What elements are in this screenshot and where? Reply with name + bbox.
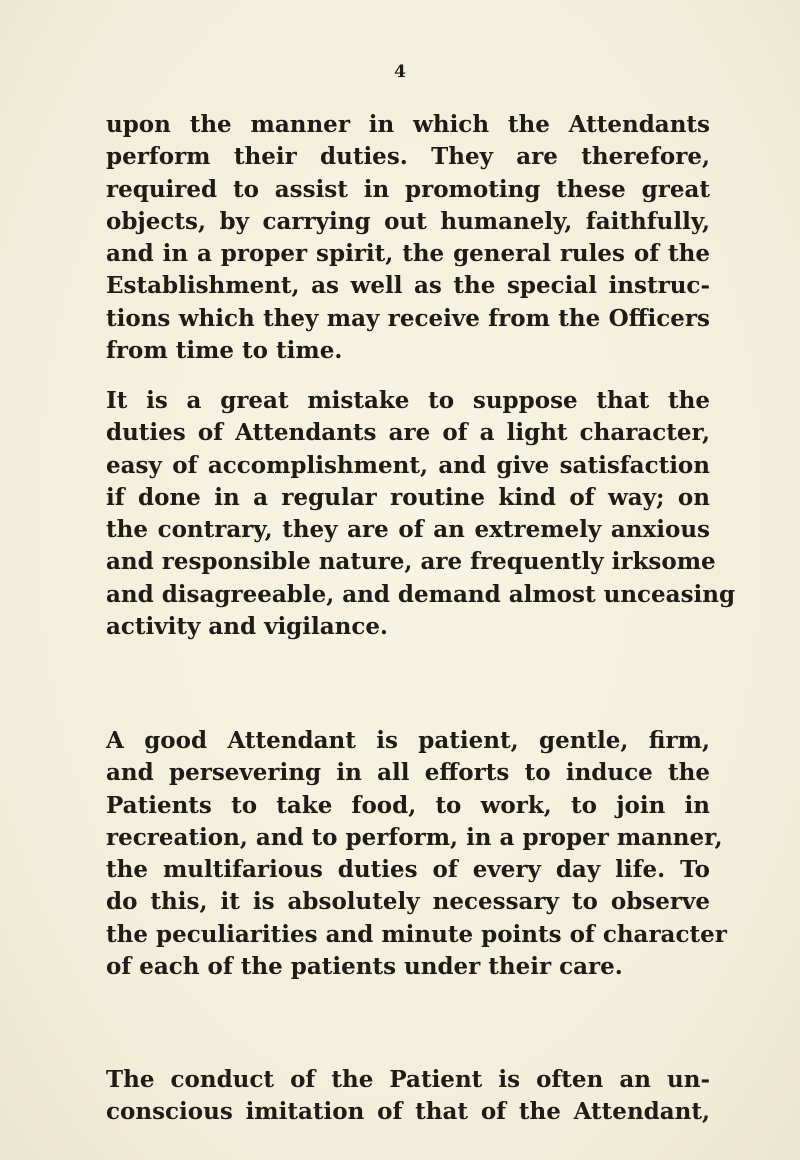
text-line: and in a proper spirit, the general rules of the bbox=[106, 240, 710, 268]
text-line: from time to time. bbox=[106, 337, 343, 365]
paragraph-4 bbox=[106, 1064, 710, 1129]
text-line: duties of Attendants are of a light character, bbox=[106, 419, 710, 447]
text-line: objects, by carrying out humanely, faithfully, bbox=[106, 207, 710, 235]
text-line: activity and vigilance. bbox=[106, 613, 389, 641]
text-line: of each of the patients under their care. bbox=[106, 953, 623, 981]
paragraph-1 bbox=[106, 109, 710, 367]
text-line: if done in a regular routine kind of way; on bbox=[106, 483, 710, 511]
text-line: A good Attendant is patient, gentle, firm, bbox=[106, 727, 710, 754]
text-line: the multifarious duties of every day life. To bbox=[106, 856, 710, 884]
paragraph-2 bbox=[106, 385, 736, 643]
text-line: The conduct of the Patient is often an un- bbox=[106, 1066, 710, 1093]
text-line: Establishment, as well as the special instruc- bbox=[106, 272, 710, 300]
text-line: It is a great mistake to suppose that the bbox=[106, 387, 710, 414]
text-line: easy of accomplishment, and give satisfaction bbox=[106, 451, 710, 479]
text-line: upon the manner in which the Attendants bbox=[106, 111, 710, 138]
text-line: and persevering in all efforts to induce the bbox=[106, 759, 710, 787]
text-line: perform their duties. They are therefore, bbox=[106, 143, 710, 171]
text-line: the contrary, they are of an extremely anxious bbox=[106, 516, 710, 544]
text-line: do this, it is absolutely necessary to observe bbox=[106, 888, 710, 916]
page-number: 4 bbox=[394, 62, 406, 82]
text-line: and responsible nature, are frequently irksome bbox=[106, 548, 716, 576]
paragraph-3 bbox=[106, 725, 727, 983]
text-line: tions which they may receive from the Officers bbox=[106, 304, 710, 332]
text-line: and disagreeable, and demand almost unceasing bbox=[106, 580, 736, 608]
text-line: required to assist in promoting these great bbox=[106, 175, 710, 203]
text-line: conscious imitation of that of the Attendant, bbox=[106, 1098, 710, 1126]
text-line: the peculiarities and minute points of character bbox=[106, 920, 727, 948]
text-line: Patients to take food, to work, to join in bbox=[106, 791, 710, 819]
text-line: recreation, and to perform, in a proper manner, bbox=[106, 823, 723, 851]
